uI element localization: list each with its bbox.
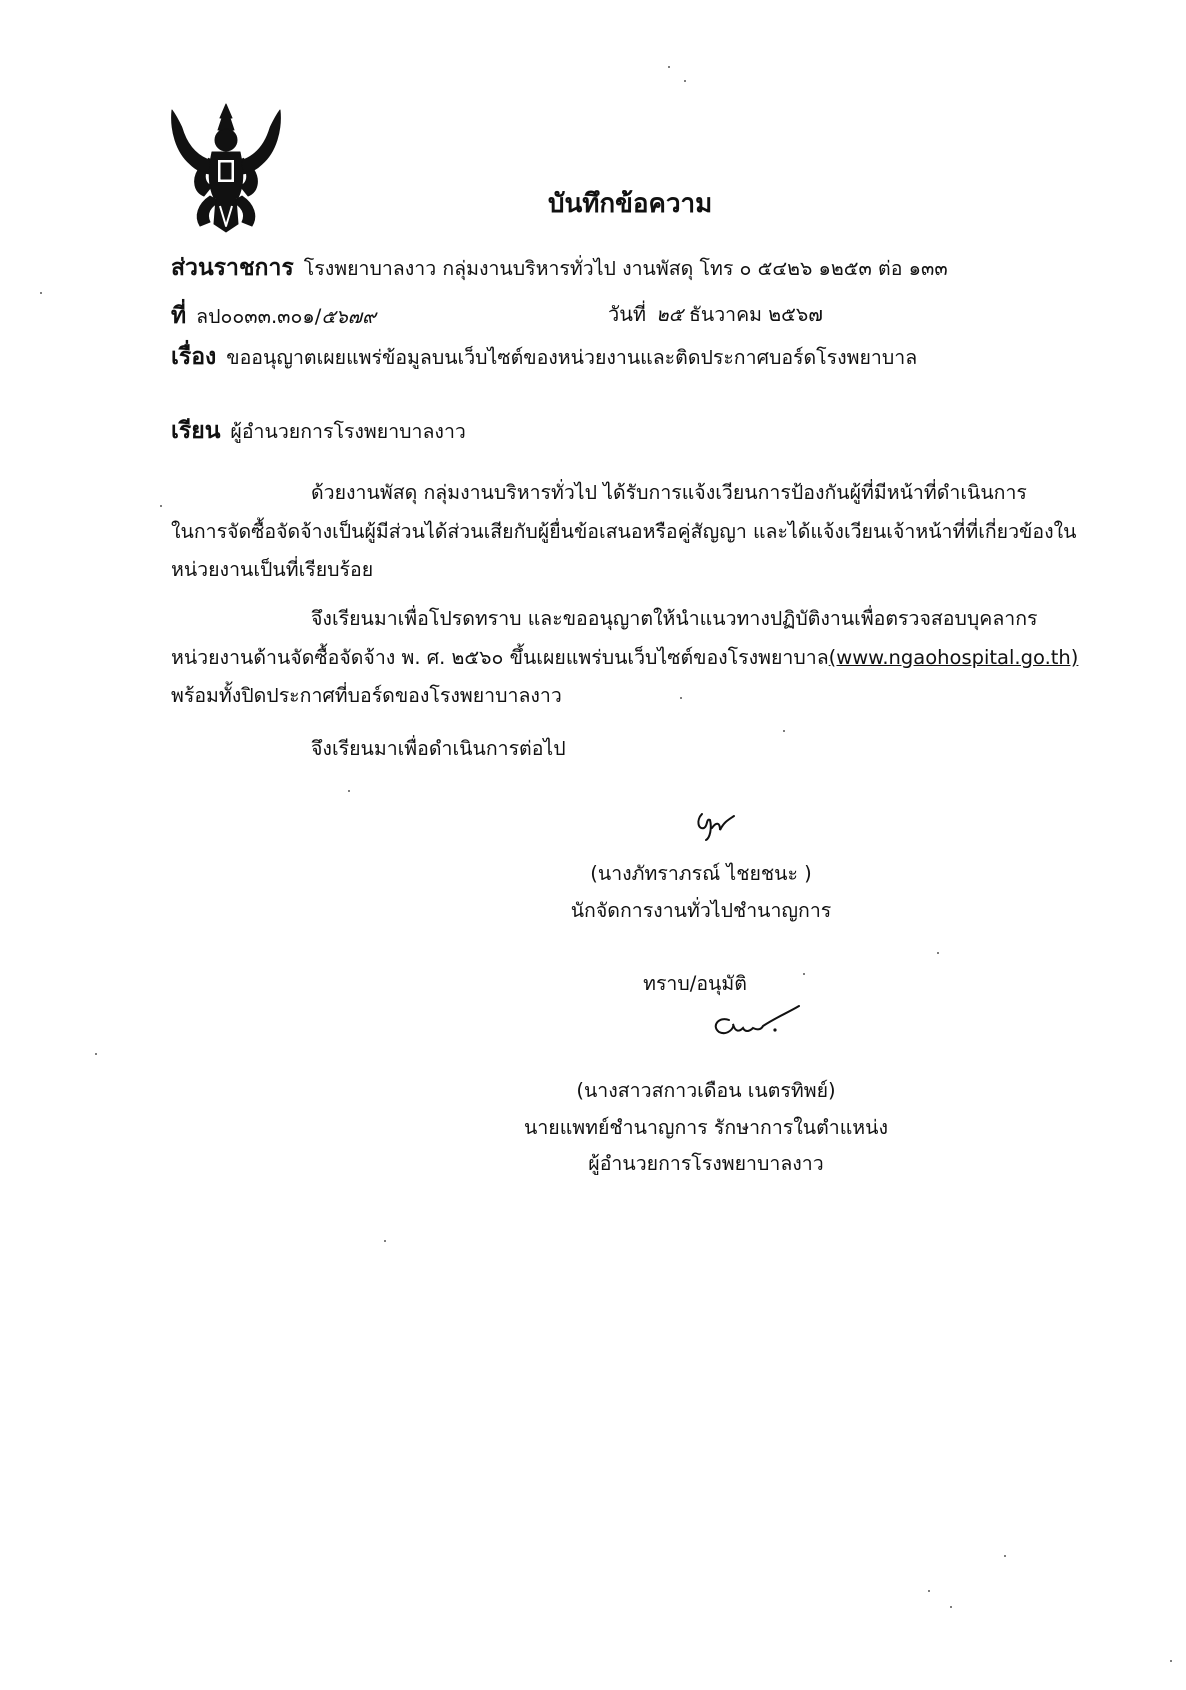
date-day: ๒๕ — [656, 304, 683, 326]
body-p2-line-2 — [171, 639, 1092, 678]
body-p2-line-1: จึงเรียนมาเพื่อโปรดทราบ และขออนุญาตให้นำแนวทางปฏิบัติงานเพื่อตรวจสอบบุคลากร — [311, 607, 1038, 630]
signer-1-position: นักจัดการงานทั่วไปชำนาญการ — [570, 899, 832, 922]
scan-speck — [348, 790, 350, 792]
subject-label: เรื่อง — [171, 344, 217, 370]
ref-handwritten-number: ๕๖๗๙ — [321, 306, 376, 328]
scan-speck — [668, 66, 670, 68]
body-p1-line-1: ด้วยงานพัสดุ กลุ่มงานบริหารทั่วไป ได้รับการแจ้งเวียนการป้องกันผู้ที่มีหน้าที่ดำเนินการ — [311, 481, 1027, 504]
body-p1-line-2: ในการจัดซื้อจัดจ้างเป็นผู้มีส่วนได้ส่วนเสียกับผู้ยื่นข้อเสนอหรือคู่สัญญา และได้แจ้งเวียนเจ้าหน้าที่ที่เกี่ยวข้องใน — [171, 519, 1077, 543]
scan-speck — [1170, 1660, 1172, 1662]
approval-label: ทราบ/อนุมัติ — [643, 972, 747, 995]
body-paragraph-2 — [171, 600, 1092, 716]
signature-2 — [705, 1002, 805, 1042]
date-month-year: ธันวาคม ๒๕๖๗ — [689, 303, 823, 326]
scan-speck — [40, 292, 42, 294]
date-row — [608, 298, 823, 330]
to-row — [171, 413, 466, 449]
signer-2-position-1: นายแพทย์ชำนาญการ รักษาการในตำแหน่ง — [524, 1116, 888, 1139]
scan-speck — [803, 973, 805, 975]
dept-label: ส่วนราชการ — [171, 255, 294, 281]
dept-value: โรงพยาบาลงาว กลุ่มงานบริหารทั่วไป งานพัสดุ โทร ๐ ๕๔๒๖ ๑๒๕๓ ต่อ ๑๓๓ — [303, 257, 948, 280]
scan-speck — [1004, 1555, 1006, 1557]
garuda-emblem-icon — [168, 100, 284, 234]
scan-speck — [928, 1590, 930, 1592]
signer-2-name: (นางสาวสกาวเดือน เนตรทิพย์) — [576, 1079, 836, 1102]
memo-title: บันทึกข้อความ — [548, 189, 713, 219]
body-p2-line-3: พร้อมทั้งปิดประกาศที่บอร์ดของโรงพยาบาลงาว — [171, 684, 562, 707]
scan-speck — [684, 80, 686, 82]
to-label: เรียน — [171, 418, 221, 444]
scan-speck — [160, 505, 162, 507]
dept-row — [171, 250, 948, 286]
body-paragraph-1 — [171, 474, 1092, 590]
scan-speck — [950, 1606, 952, 1608]
body-paragraph-3: จึงเรียนมาเพื่อดำเนินการต่อไป — [311, 737, 566, 760]
scan-speck — [384, 1240, 386, 1242]
subject-value: ขออนุญาตเผยแพร่ข้อมูลบนเว็บไซต์ของหน่วยงานและติดประกาศบอร์ดโรงพยาบาล — [226, 346, 918, 369]
signer-2-position-2: ผู้อำนวยการโรงพยาบาลงาว — [588, 1152, 824, 1175]
subject-row — [171, 339, 917, 375]
date-label: วันที่ — [608, 302, 647, 326]
scan-speck — [680, 697, 682, 699]
scan-speck — [95, 1053, 97, 1055]
scan-speck — [937, 952, 939, 954]
ref-row — [171, 298, 376, 334]
body-p2-line-2-text: หน่วยงานด้านจัดซื้อจัดจ้าง พ. ศ. ๒๕๖๐ ขึ้นเผยแพร่บนเว็บไซต์ของโรงพยาบาล — [171, 645, 829, 669]
ref-value: ลป๐๐๓๓.๓๐๑/ — [196, 305, 322, 328]
hospital-website-link[interactable]: (www.ngaohospital.go.th) — [828, 645, 1079, 669]
ref-label: ที่ — [171, 303, 187, 329]
signer-1-name: (นางภัทราภรณ์ ไชยชนะ ) — [590, 862, 812, 885]
signature-1 — [690, 808, 744, 844]
to-value: ผู้อำนวยการโรงพยาบาลงาว — [230, 420, 466, 443]
body-p1-line-3: หน่วยงานเป็นที่เรียบร้อย — [171, 558, 374, 581]
scan-speck — [783, 730, 785, 732]
